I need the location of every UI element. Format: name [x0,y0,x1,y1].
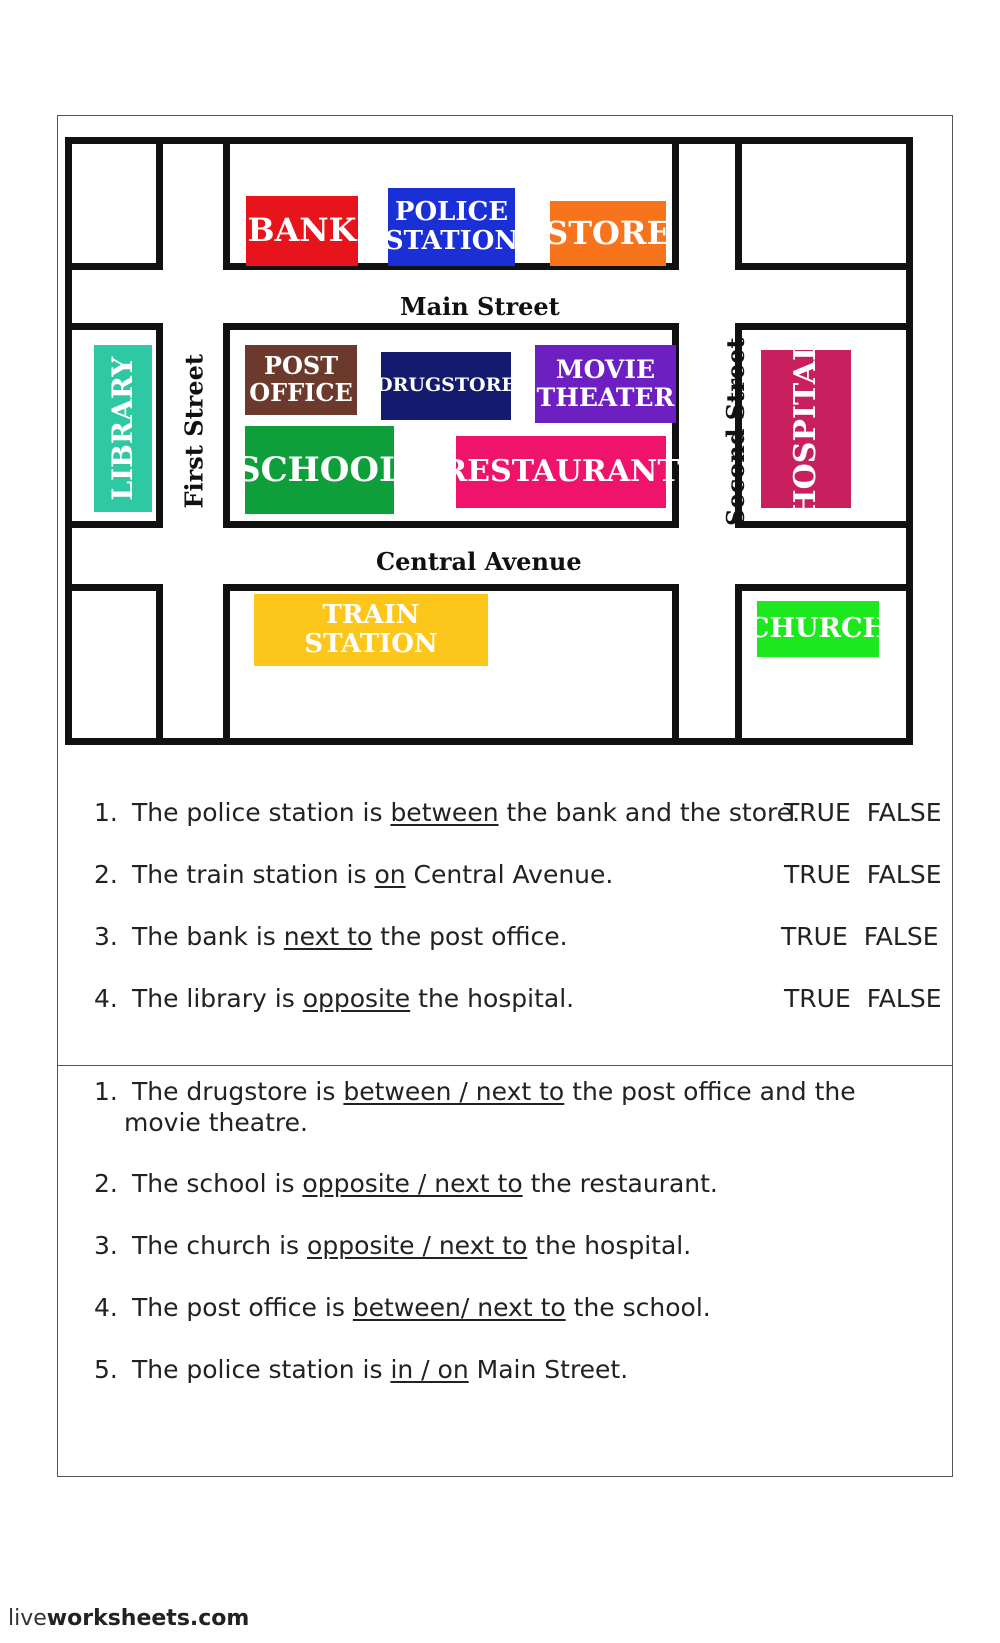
key-phrase: between [390,798,499,827]
street-label-second: Second Street [721,337,750,526]
building-movie-label-1: MOVIE [555,355,656,384]
section-divider [57,1065,953,1066]
building-store [545,201,671,266]
building-store-label: STORE [545,213,671,252]
building-post-office [245,345,357,415]
false-option[interactable]: FALSE [866,860,942,889]
true-option[interactable]: TRUE [784,798,851,827]
building-train-station [254,594,488,666]
false-option[interactable]: FALSE [863,922,939,951]
building-train-label-2: STATION [304,629,438,659]
choose-question-1: 1. The drugstore is between / next to the post office and the [94,1077,856,1106]
building-school [236,426,403,514]
choose-question-2: 2. The school is opposite / next to the restaurant. [94,1169,718,1198]
building-church [748,601,888,657]
true-option[interactable]: TRUE [784,860,851,889]
building-movie-theater [535,345,676,423]
building-drugstore-label: DRUGSTORE [376,374,516,397]
tf-question-3: 3. The bank is next to the post office. [94,922,568,951]
choice-phrase[interactable]: opposite / next to [302,1169,523,1198]
key-phrase: on [374,860,406,889]
footer-brand-light: live [8,1606,47,1631]
true-option[interactable]: TRUE [781,922,848,951]
false-option[interactable]: FALSE [866,984,942,1013]
choice-phrase[interactable]: between / next to [343,1077,565,1106]
building-drugstore [376,352,516,420]
site-footer[interactable] [8,1606,249,1631]
building-restaurant-label: RESTAURANT [442,454,680,490]
choice-phrase[interactable]: in / on [390,1355,469,1384]
street-label-main: Main Street [400,292,560,321]
tf-options-2 [784,860,941,889]
tf-question-2: 2. The train station is on Central Avenue. [94,860,614,889]
street-label-central: Central Avenue [376,547,582,576]
choice-phrase[interactable]: between/ next to [352,1293,566,1322]
choose-question-4: 4. The post office is between/ next to the school. [94,1293,711,1322]
building-restaurant [442,436,680,508]
building-library-label: LIBRARY [106,356,140,501]
tf-question-4: 4. The library is opposite the hospital. [94,984,575,1013]
building-post-label-2: OFFICE [249,378,353,407]
tf-question-1: 1. The police station is between the bank and the store. [94,798,801,827]
building-church-label: CHURCH [748,612,888,644]
key-phrase: next to [283,922,373,951]
building-bank [246,196,358,266]
tf-options-4 [784,984,941,1013]
tf-options-3 [781,922,938,951]
true-option[interactable]: TRUE [784,984,851,1013]
building-train-label-1: TRAIN [322,599,420,630]
map-block [735,137,913,270]
building-school-label: SCHOOL [236,449,403,490]
false-option[interactable]: FALSE [866,798,942,827]
street-label-first: First Street [179,354,209,509]
building-police-station [384,188,519,266]
map-block [65,137,163,270]
choose-question-5: 5. The police station is in / on Main Street. [94,1355,629,1384]
choose-question-1-cont: movie theatre. [124,1108,308,1137]
map-block [65,584,163,745]
building-police-label-2: STATION [384,226,519,256]
building-police-label-1: POLICE [394,196,509,227]
building-hospital [761,340,851,518]
building-library [94,345,152,512]
footer-brand-bold: worksheets.com [46,1606,250,1631]
choose-question-3: 3. The church is opposite / next to the hospital. [94,1231,692,1260]
building-hospital-label: HOSPITAL [788,340,824,518]
building-post-label-1: POST [263,351,339,381]
building-bank-label: BANK [247,211,357,250]
building-movie-label-2: THEATER [536,383,675,412]
key-phrase: opposite [302,984,411,1013]
tf-options-1 [784,798,941,827]
choice-phrase[interactable]: opposite / next to [307,1231,528,1260]
